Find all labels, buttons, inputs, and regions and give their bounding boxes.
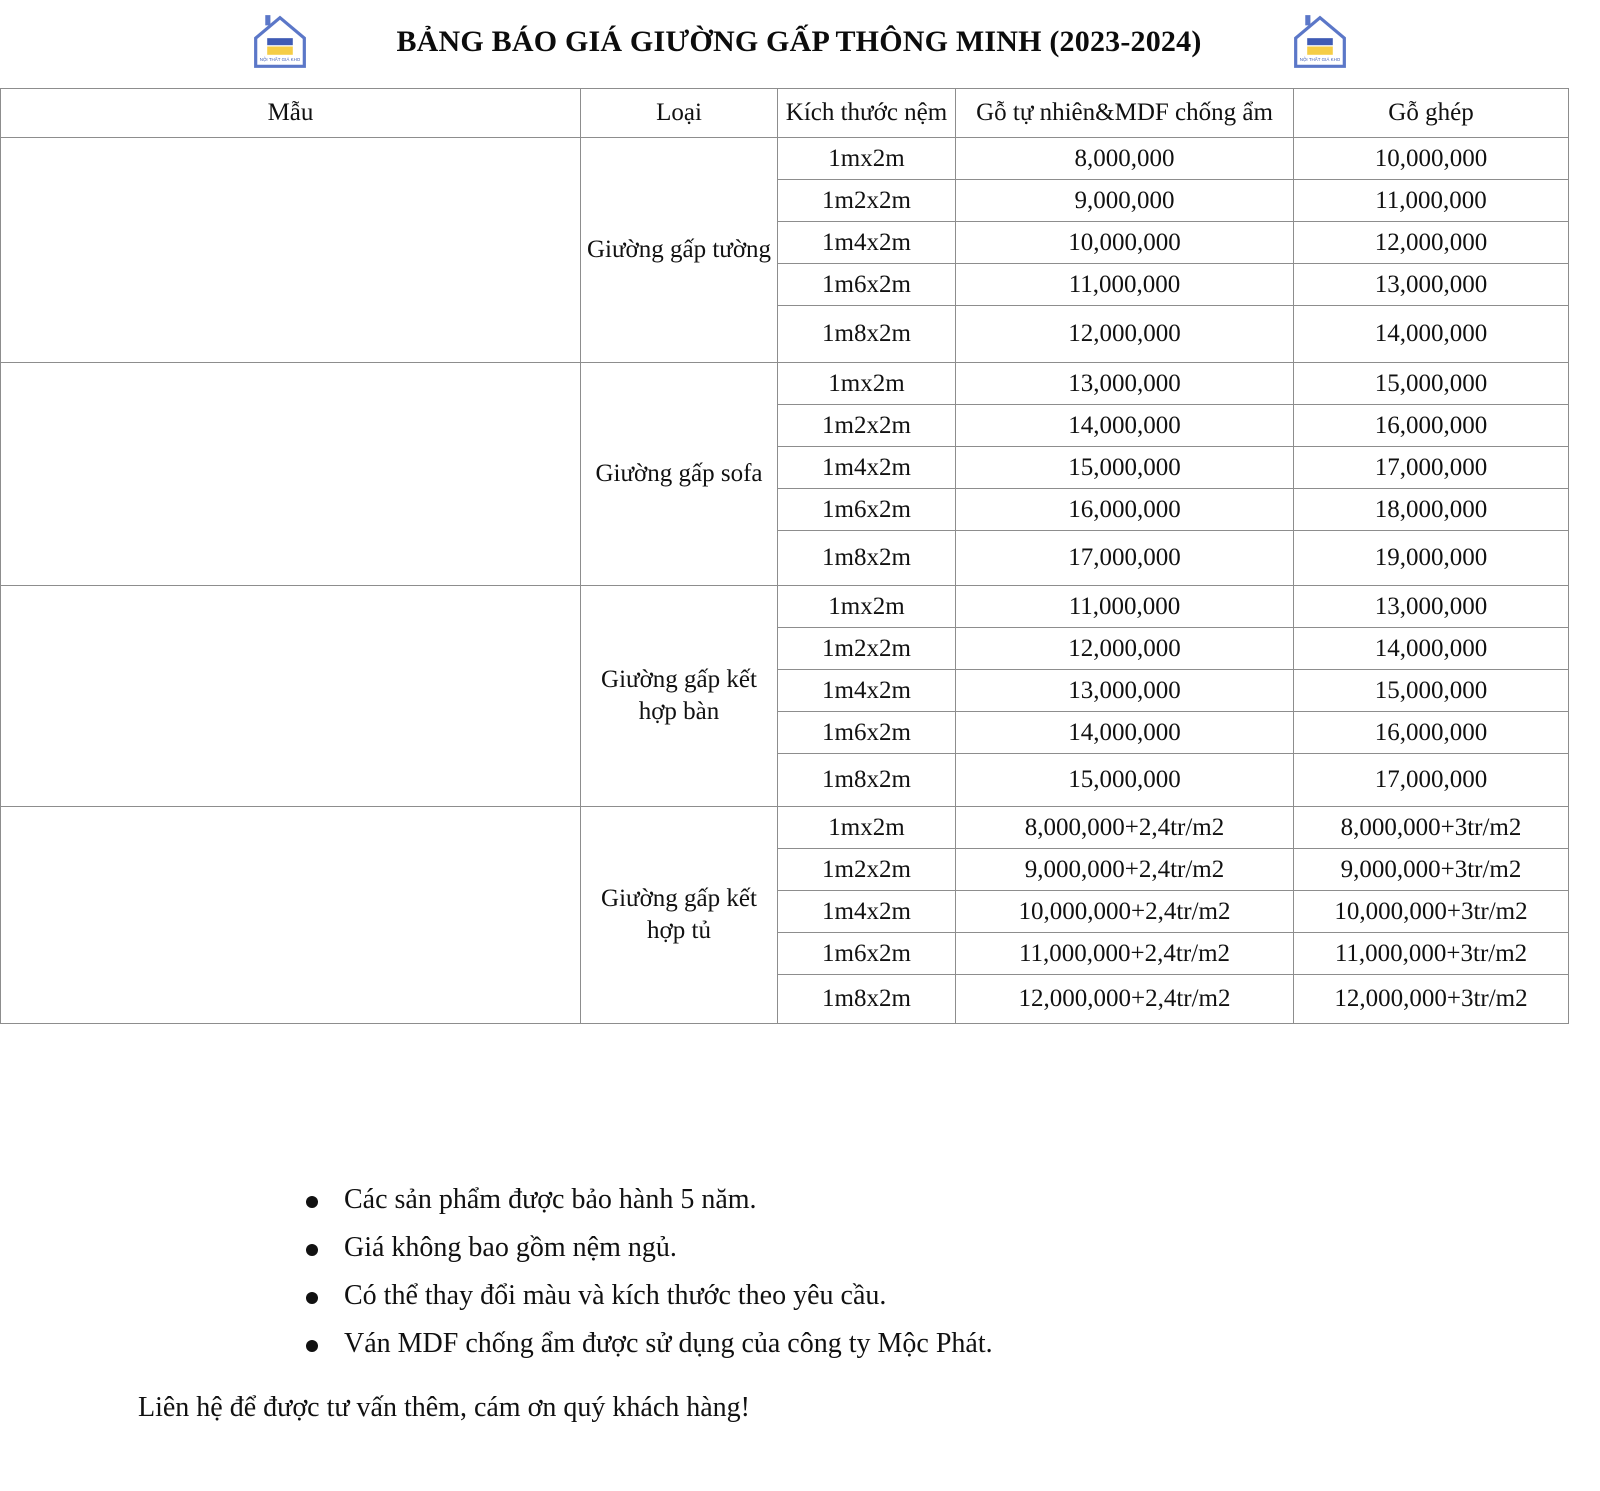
column-header-kich-thuoc: Kích thước nệm xyxy=(778,89,956,138)
price-natural: 14,000,000 xyxy=(956,405,1294,447)
price-table xyxy=(0,88,1569,1024)
price-natural: 9,000,000+2,4tr/m2 xyxy=(956,849,1294,891)
price-engineered: 14,000,000 xyxy=(1294,628,1569,670)
closing-message: Liên hệ để được tư vấn thêm, cám ơn quý khách hàng! xyxy=(138,1392,750,1423)
price-natural: 13,000,000 xyxy=(956,363,1294,405)
product-photos-desk-bed xyxy=(1,586,581,807)
size-cell: 1m8x2m xyxy=(778,754,956,807)
price-engineered: 9,000,000+3tr/m2 xyxy=(1294,849,1569,891)
price-engineered: 13,000,000 xyxy=(1294,264,1569,306)
price-natural: 11,000,000+2,4tr/m2 xyxy=(956,933,1294,975)
column-header-go-ghep: Gỗ ghép xyxy=(1294,89,1569,138)
price-engineered: 10,000,000+3tr/m2 xyxy=(1294,891,1569,933)
price-engineered: 16,000,000 xyxy=(1294,712,1569,754)
price-engineered: 11,000,000 xyxy=(1294,180,1569,222)
price-engineered: 17,000,000 xyxy=(1294,754,1569,807)
price-engineered: 15,000,000 xyxy=(1294,363,1569,405)
note-text: Ván MDF chống ẩm được sử dụng của công ty Mộc Phát. xyxy=(344,1328,993,1359)
list-item xyxy=(288,1282,1600,1330)
price-engineered: 19,000,000 xyxy=(1294,531,1569,586)
bed-type-wardrobe: Giường gấp kết hợp tủ xyxy=(581,807,778,1024)
column-header-go-tu-nhien: Gỗ tự nhiên&MDF chống ẩm xyxy=(956,89,1294,138)
size-cell: 1m2x2m xyxy=(778,849,956,891)
size-cell: 1m4x2m xyxy=(778,222,956,264)
price-natural: 12,000,000 xyxy=(956,306,1294,363)
price-engineered: 17,000,000 xyxy=(1294,447,1569,489)
product-photos-sofa-bed xyxy=(1,363,581,586)
price-natural: 10,000,000 xyxy=(956,222,1294,264)
price-natural: 15,000,000 xyxy=(956,447,1294,489)
price-natural: 11,000,000 xyxy=(956,586,1294,628)
price-engineered: 12,000,000 xyxy=(1294,222,1569,264)
column-header-loai: Loại xyxy=(581,89,778,138)
bed-type-sofa: Giường gấp sofa xyxy=(581,363,778,586)
size-cell: 1m6x2m xyxy=(778,933,956,975)
price-engineered: 18,000,000 xyxy=(1294,489,1569,531)
page-header xyxy=(0,0,1600,84)
size-cell: 1m2x2m xyxy=(778,405,956,447)
price-engineered: 15,000,000 xyxy=(1294,670,1569,712)
bullet-icon xyxy=(306,1196,318,1208)
note-text: Giá không bao gồm nệm ngủ. xyxy=(344,1232,677,1263)
size-cell: 1m6x2m xyxy=(778,712,956,754)
price-engineered: 10,000,000 xyxy=(1294,138,1569,180)
bullet-icon xyxy=(306,1340,318,1352)
size-cell: 1m6x2m xyxy=(778,264,956,306)
product-photos-wardrobe-bed xyxy=(1,807,581,1024)
bullet-icon xyxy=(306,1292,318,1304)
table-row xyxy=(1,138,1569,180)
size-cell: 1mx2m xyxy=(778,363,956,405)
size-cell: 1m2x2m xyxy=(778,180,956,222)
list-item xyxy=(288,1186,1600,1234)
table-row xyxy=(1,807,1569,849)
list-item xyxy=(288,1330,1600,1378)
price-natural: 13,000,000 xyxy=(956,670,1294,712)
table-row xyxy=(1,363,1569,405)
bullet-icon xyxy=(306,1244,318,1256)
note-text: Các sản phẩm được bảo hành 5 năm. xyxy=(344,1184,757,1215)
price-natural: 8,000,000 xyxy=(956,138,1294,180)
price-engineered: 13,000,000 xyxy=(1294,586,1569,628)
price-engineered: 12,000,000+3tr/m2 xyxy=(1294,975,1569,1024)
size-cell: 1m8x2m xyxy=(778,531,956,586)
size-cell: 1mx2m xyxy=(778,807,956,849)
price-natural: 11,000,000 xyxy=(956,264,1294,306)
notes-bullet-list xyxy=(0,1186,1600,1378)
price-engineered: 11,000,000+3tr/m2 xyxy=(1294,933,1569,975)
price-natural: 15,000,000 xyxy=(956,754,1294,807)
note-text: Có thể thay đổi màu và kích thước theo yêu cầu. xyxy=(344,1280,887,1311)
price-engineered: 14,000,000 xyxy=(1294,306,1569,363)
size-cell: 1m2x2m xyxy=(778,628,956,670)
size-cell: 1m4x2m xyxy=(778,447,956,489)
table-row xyxy=(1,586,1569,628)
bed-type-desk: Giường gấp kết hợp bàn xyxy=(581,586,778,807)
size-cell: 1m8x2m xyxy=(778,975,956,1024)
price-natural: 9,000,000 xyxy=(956,180,1294,222)
size-cell: 1mx2m xyxy=(778,586,956,628)
price-natural: 12,000,000+2,4tr/m2 xyxy=(956,975,1294,1024)
bed-type-wall: Giường gấp tường xyxy=(581,138,778,363)
svg-text:NỘI THẤT GIÁ KHO: NỘI THẤT GIÁ KHO xyxy=(260,57,301,63)
notes-section xyxy=(0,1186,1600,1378)
price-engineered: 8,000,000+3tr/m2 xyxy=(1294,807,1569,849)
size-cell: 1mx2m xyxy=(778,138,956,180)
price-natural: 16,000,000 xyxy=(956,489,1294,531)
size-cell: 1m4x2m xyxy=(778,891,956,933)
table-header-row xyxy=(1,89,1569,138)
size-cell: 1m8x2m xyxy=(778,306,956,363)
page-title: BẢNG BÁO GIÁ GIƯỜNG GẤP THÔNG MINH (2023-2024) xyxy=(396,25,1202,58)
price-natural: 14,000,000 xyxy=(956,712,1294,754)
price-natural: 17,000,000 xyxy=(956,531,1294,586)
house-logo-right xyxy=(1288,10,1352,74)
price-engineered: 16,000,000 xyxy=(1294,405,1569,447)
house-logo-left xyxy=(248,10,312,74)
column-header-mau: Mẫu xyxy=(1,89,581,138)
price-natural: 8,000,000+2,4tr/m2 xyxy=(956,807,1294,849)
size-cell: 1m6x2m xyxy=(778,489,956,531)
product-photos-wall-bed xyxy=(1,138,581,363)
price-natural: 12,000,000 xyxy=(956,628,1294,670)
list-item xyxy=(288,1234,1600,1282)
size-cell: 1m4x2m xyxy=(778,670,956,712)
price-natural: 10,000,000+2,4tr/m2 xyxy=(956,891,1294,933)
svg-text:NỘI THẤT GIÁ KHO: NỘI THẤT GIÁ KHO xyxy=(1299,57,1340,63)
price-table-wrapper xyxy=(0,88,1568,1024)
